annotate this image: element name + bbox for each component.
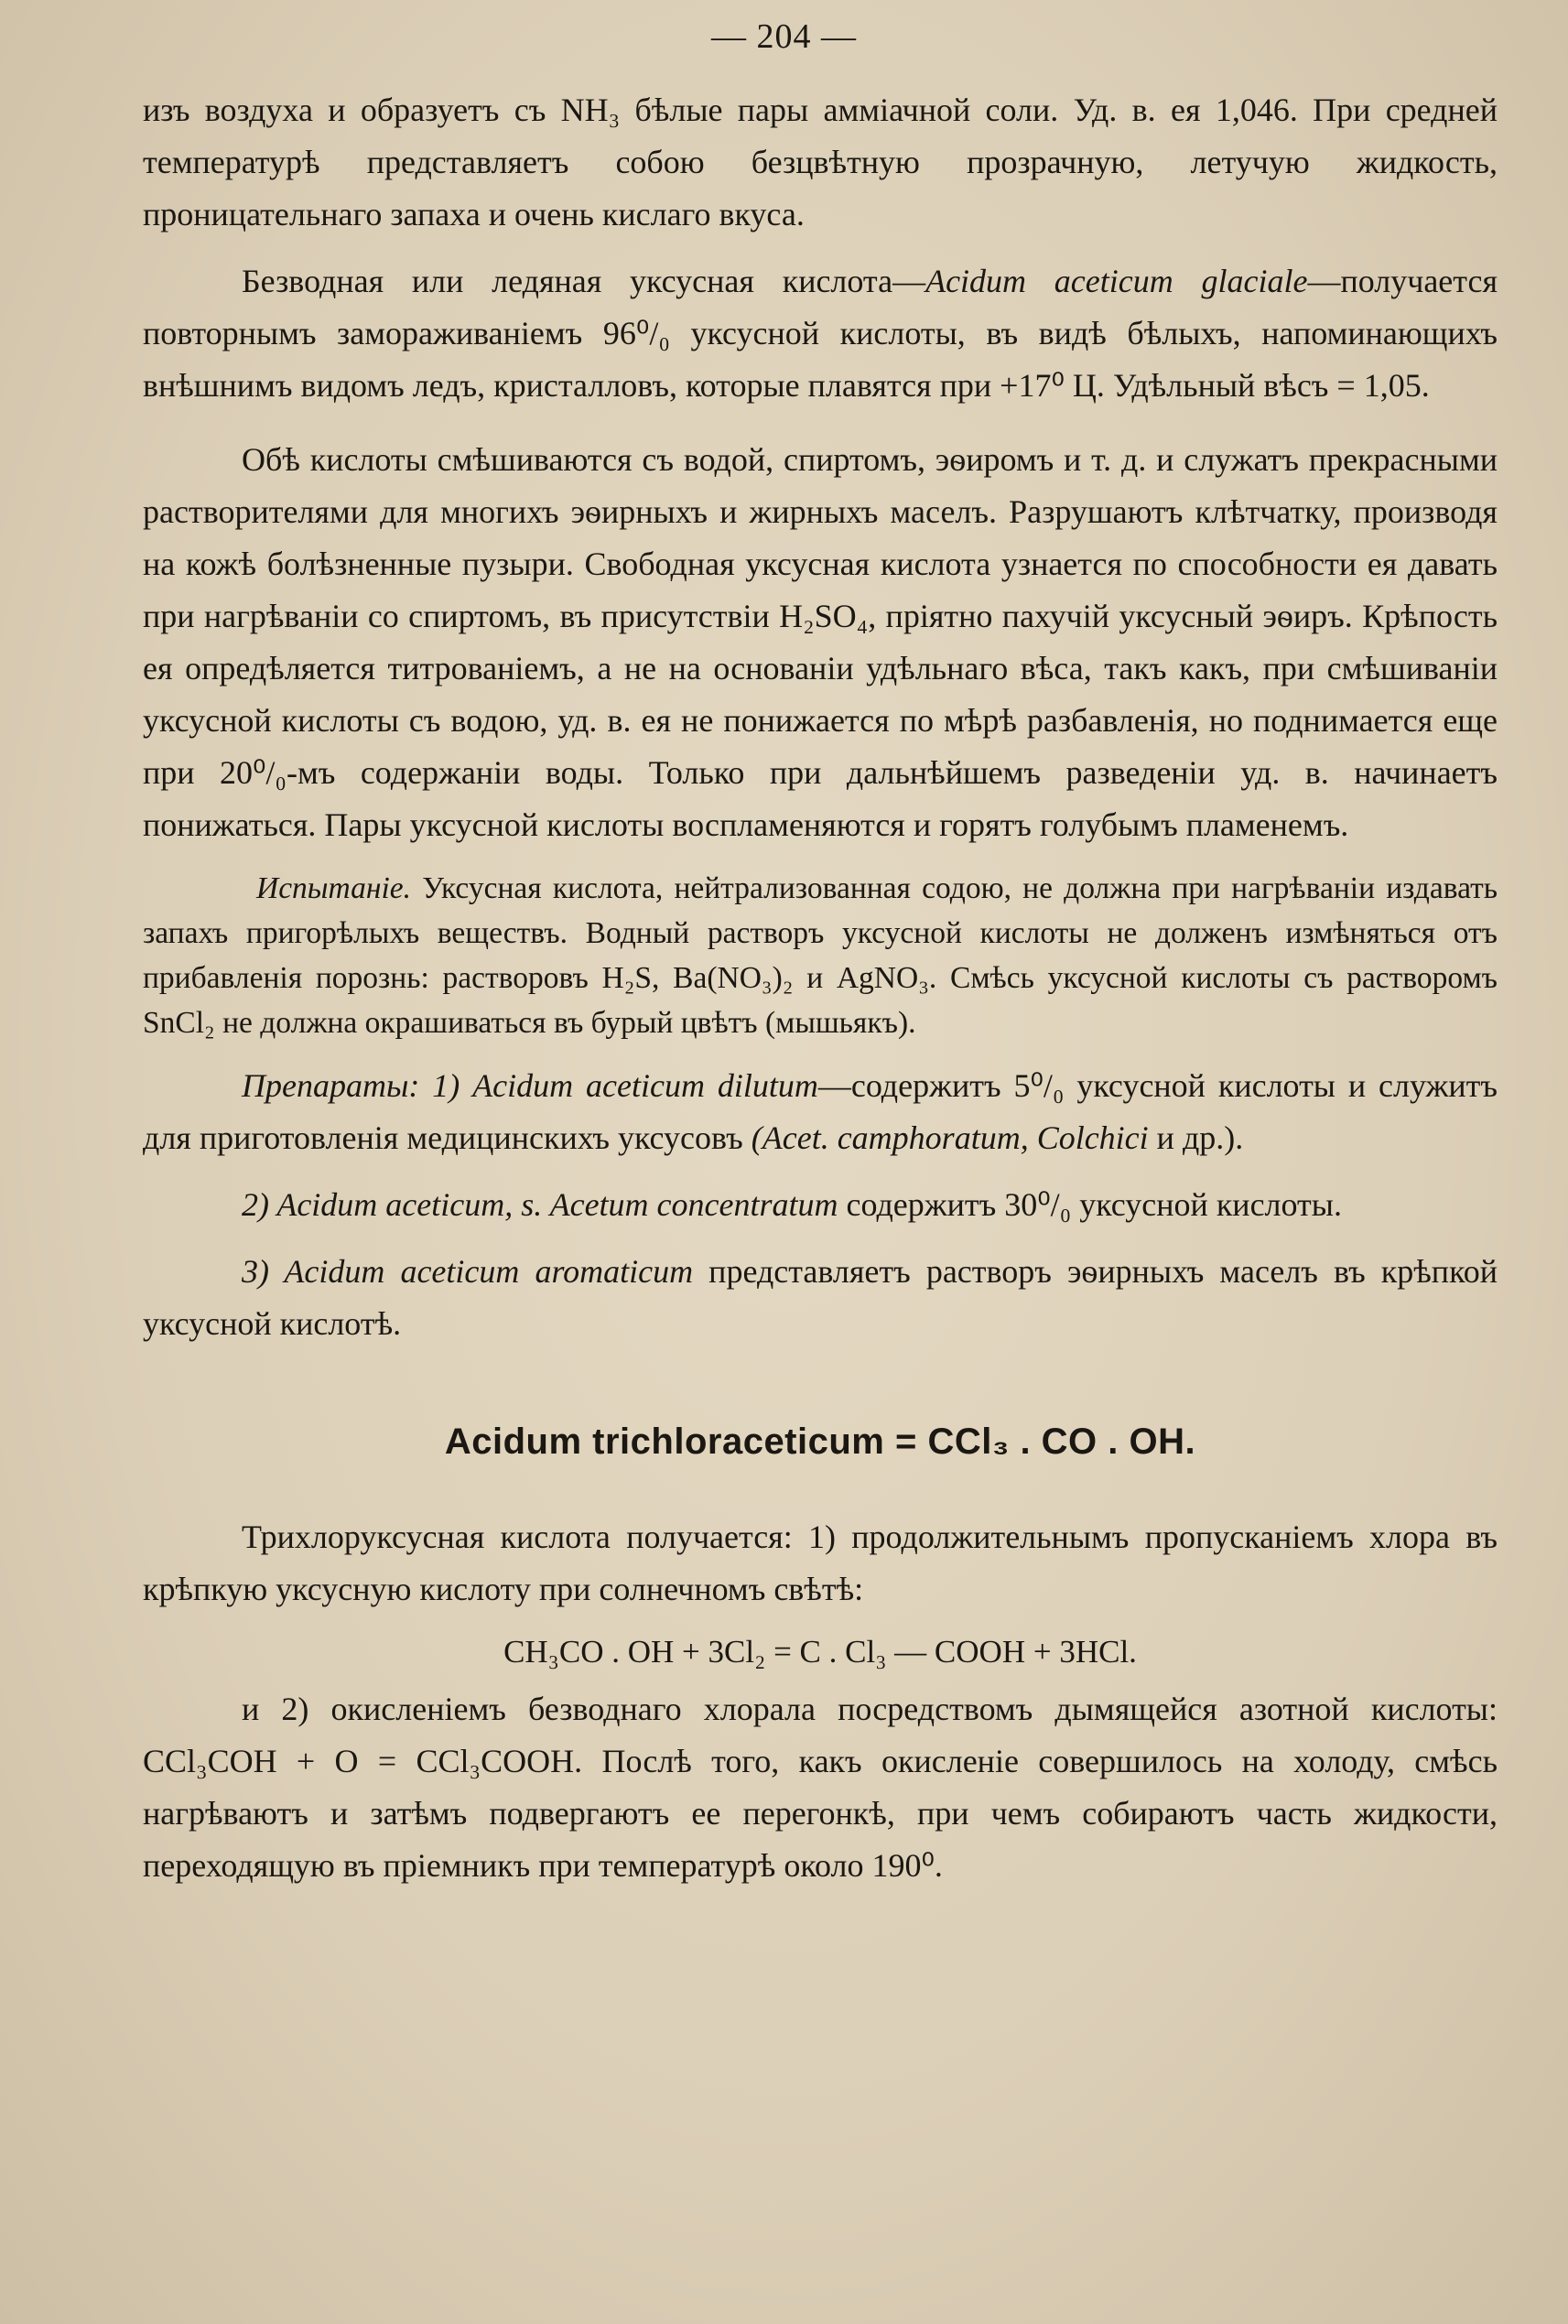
prep2-name: 2) Acidum aceticum, s. Acetum concentratum	[242, 1186, 838, 1223]
prep1-text: —содержитъ 5⁰/₀ уксусной кислоты и служитъ для приготовленія медицинскихъ уксусовъ	[143, 1067, 1498, 1156]
prep1-tail: и др.).	[1148, 1119, 1244, 1156]
chemical-formula: CH₃CO . OH + 3Cl₂ = C . Cl₃ — COOH + 3HCl.	[503, 1634, 1137, 1670]
paragraph-preparation-2	[143, 1179, 1498, 1231]
paragraph-trichlor-oxidation: и 2) окисленіемъ безводнаго хлорала посредствомъ дымящейся азотной кислоты: CCl₃COH + O = CCl₃COOH. Послѣ того, какъ окисленіе совершилось на холоду, смѣсь нагрѣваютъ и затѣмъ подвергаютъ ее перегонкѣ, при чемъ собираютъ часть жидкости, переходящую въ пріемникъ при температурѣ около 190⁰.	[143, 1691, 1498, 1884]
paragraph-ammonia-reaction: изъ воздуха и образуетъ съ NH₃ бѣлые пары амміачной соли. Уд. в. ея 1,046. При средней температурѣ представляетъ собою безцвѣтную прозрачную, летучую жидкость, проницательнаго запаха и очень кислаго вкуса.	[143, 92, 1498, 232]
paragraph-properties: Обѣ кислоты смѣшиваются съ водой, спиртомъ, эѳиромъ и т. д. и служатъ прекрасными растворителями для многихъ эѳирныхъ и жирныхъ маселъ. Разрушаютъ клѣтчатку, производя на кожѣ болѣзненные пузыри. Свободная уксусная кислота узнается по способности ея давать при нагрѣваніи со спиртомъ, въ присутствіи H₂SO₄, пріятно пахучій уксусный эѳиръ. Крѣпость ея опредѣляется титрованіемъ, а не на основаніи удѣльнаго вѣса, такъ какъ, при смѣшиваніи уксусной кислоты съ водою, уд. в. ея не понижается по мѣрѣ разбавленія, но поднимается еще при 20⁰/₀-мъ содержаніи воды. Только при дальнѣйшемъ разведеніи уд. в. начинаетъ понижаться. Пары уксусной кислоты воспламеняются и горятъ голубымъ пламенемъ.	[143, 441, 1498, 843]
page-number: — 204 —	[711, 17, 857, 56]
preparations-label: Препараты:	[242, 1067, 420, 1104]
paragraph-preparation-1	[143, 1060, 1498, 1164]
prep3-text: представляетъ растворъ эѳирныхъ маселъ въ крѣпкой уксусной кислотѣ.	[143, 1253, 1498, 1342]
section-heading-trichloracetic: Acidum trichloraceticum = CCl₃ . CO . OH.	[444, 1421, 1196, 1462]
prep1-name: 1) Acidum aceticum dilutum	[432, 1067, 818, 1104]
glacial-latin-name: Acidum aceticum glaciale	[925, 263, 1308, 299]
prep1-examples: (Acet. camphoratum, Colchici	[751, 1119, 1149, 1156]
paragraph-trichlor-preparation: Трихлоруксусная кислота получается: 1) продолжительнымъ пропусканіемъ хлора въ крѣпкую уксусную кислоту при солнечномъ свѣтѣ:	[143, 1519, 1498, 1607]
paragraph-glacial-acid	[143, 255, 1498, 412]
prep3-name: 3) Acidum aceticum aromaticum	[242, 1253, 694, 1290]
paragraph-testing	[143, 866, 1498, 1045]
prep2-text: содержитъ 30⁰/₀ уксусной кислоты.	[838, 1186, 1342, 1223]
page-body	[143, 84, 1498, 1892]
testing-label: Испытаніе.	[256, 871, 412, 905]
paragraph-preparation-3	[143, 1246, 1498, 1350]
glacial-description: —получается повторнымъ замораживаніемъ 96⁰/₀ уксусной кислоты, въ видѣ бѣлыхъ, напоминающихъ внѣшнимъ видомъ ледъ, кристалловъ, которые плавятся при +17⁰ Ц. Удѣльный вѣсъ = 1,05.	[143, 263, 1498, 404]
glacial-intro: Безводная или ледяная уксусная кислота—	[242, 263, 926, 299]
testing-text: Уксусная кислота, нейтрализованная содою, не должна при нагрѣваніи издавать запахъ пригорѣлыхъ веществъ. Водный растворъ уксусной кислоты не долженъ измѣняться отъ прибавленія порознь: растворовъ H₂S, Ba(NO₃)₂ и AgNO₃. Смѣсь уксусной кислоты съ растворомъ SnCl₂ не должна окрашиваться въ бурый цвѣтъ (мышьякъ).	[143, 871, 1498, 1040]
